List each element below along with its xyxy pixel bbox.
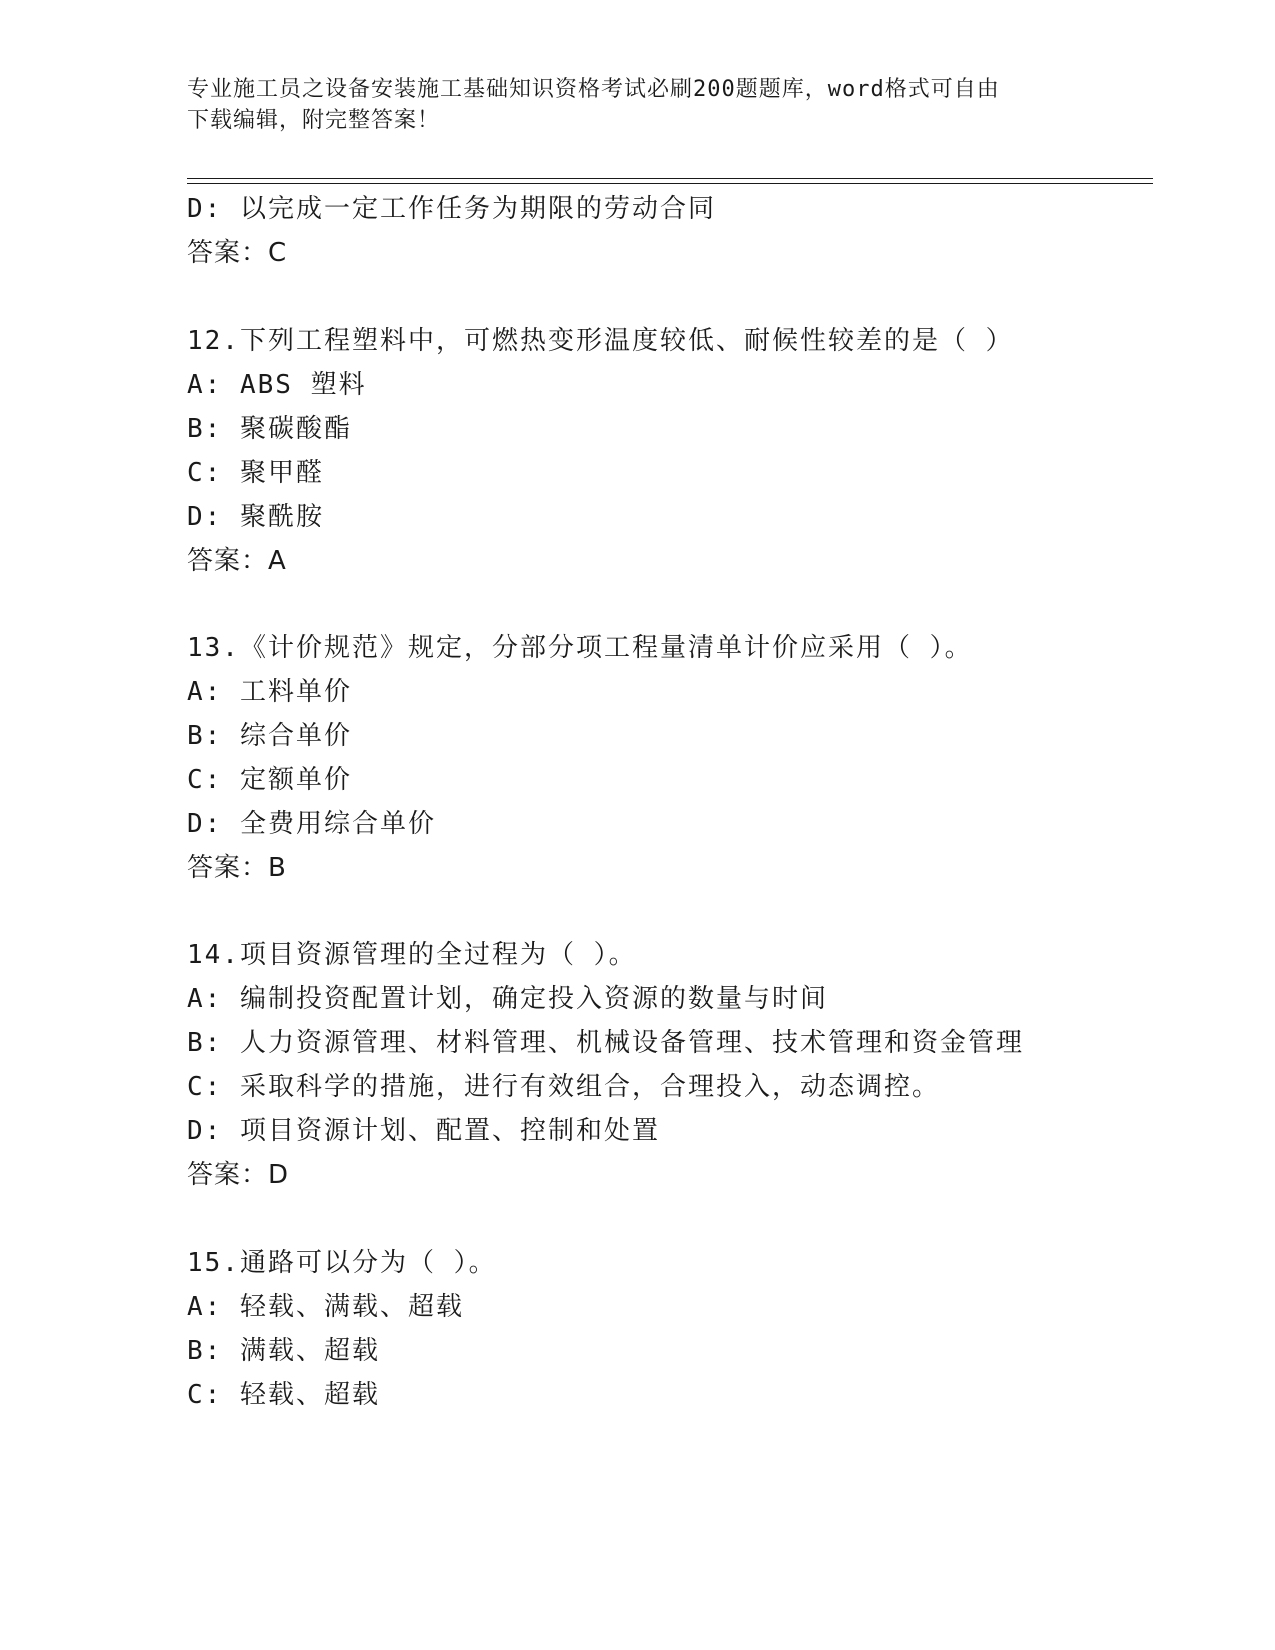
prev-question-option-d: D: 以完成一定工作任务为期限的劳动合同 [187, 194, 716, 224]
question-13-option-c: C: 定额单价 [187, 765, 352, 795]
question-14-option-b: B: 人力资源管理、材料管理、机械设备管理、技术管理和资金管理 [187, 1028, 1024, 1058]
question-13-option-d: D: 全费用综合单价 [187, 809, 436, 839]
question-14-stem: 14.项目资源管理的全过程为（ ）。 [187, 940, 637, 970]
question-15-stem: 15.通路可以分为（ ）。 [187, 1248, 497, 1278]
question-12-answer: 答案：A [187, 546, 287, 576]
question-14-answer: 答案：D [187, 1160, 290, 1190]
question-15-option-c: C: 轻载、超载 [187, 1380, 380, 1410]
header-line-2: 下载编辑，附完整答案！ [187, 108, 441, 133]
document-header [187, 74, 1087, 136]
question-12-option-a: A: ABS 塑料 [187, 370, 367, 400]
question-13-option-b: B: 综合单价 [187, 721, 352, 751]
question-15-option-b: B: 满载、超载 [187, 1336, 380, 1366]
question-14-option-d: D: 项目资源计划、配置、控制和处置 [187, 1116, 660, 1146]
question-15-option-a: A: 轻载、满载、超载 [187, 1292, 464, 1322]
question-14-option-c: C: 采取科学的措施，进行有效组合，合理投入，动态调控。 [187, 1072, 940, 1102]
prev-question-answer: 答案：C [187, 238, 288, 268]
question-13-option-a: A: 工料单价 [187, 677, 352, 707]
header-divider-bottom [187, 183, 1153, 184]
header-divider-top [187, 178, 1153, 179]
question-12-option-b: B: 聚碳酸酯 [187, 414, 352, 444]
question-13-answer: 答案：B [187, 853, 287, 883]
question-12-stem: 12.下列工程塑料中，可燃热变形温度较低、耐候性较差的是（ ） [187, 326, 1014, 356]
question-14-option-a: A: 编制投资配置计划，确定投入资源的数量与时间 [187, 984, 828, 1014]
question-13-stem: 13.《计价规范》规定，分部分项工程量清单计价应采用（ ）。 [187, 633, 973, 663]
question-12-option-c: C: 聚甲醛 [187, 458, 324, 488]
header-line-1: 专业施工员之设备安装施工基础知识资格考试必刷200题题库，word格式可自由 [187, 77, 1000, 102]
question-12-option-d: D: 聚酰胺 [187, 502, 324, 532]
